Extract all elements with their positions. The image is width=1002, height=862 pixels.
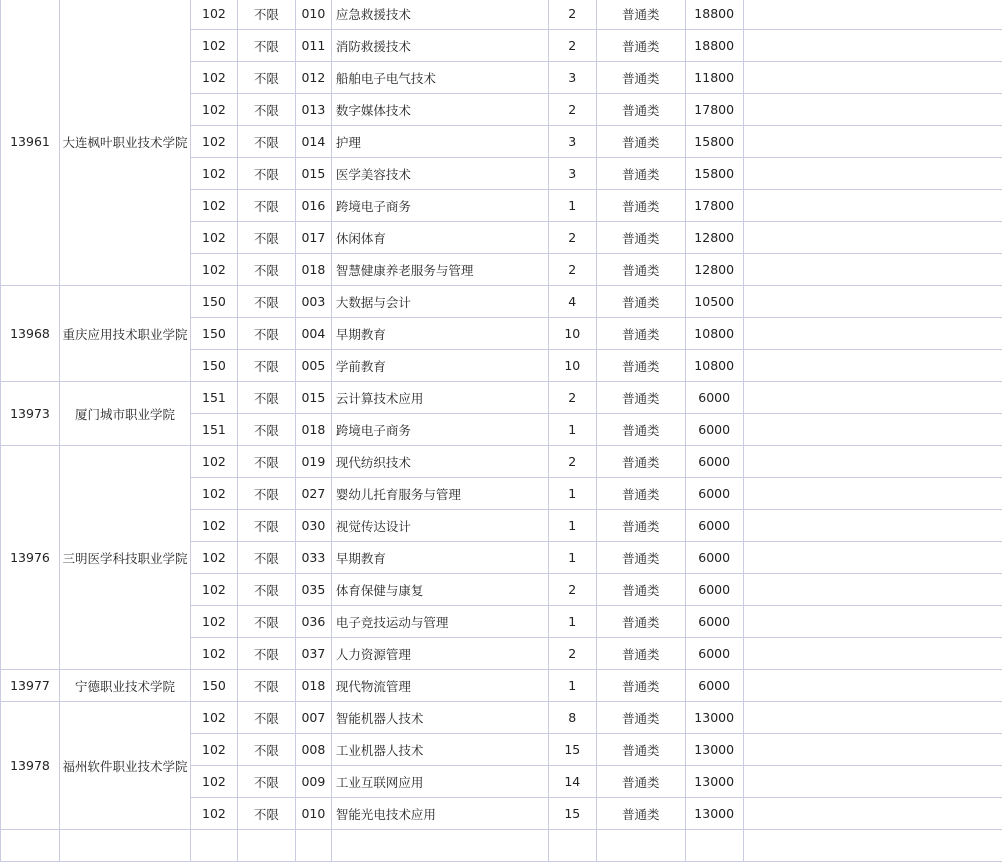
major-code-cell: 005 [295, 350, 331, 382]
tuition-cell: 15800 [685, 126, 743, 158]
group-number-cell: 102 [190, 30, 237, 62]
tuition-cell: 11800 [685, 62, 743, 94]
group-number-cell: 102 [190, 126, 237, 158]
major-code-cell: 036 [295, 606, 331, 638]
plan-count-cell: 3 [548, 158, 596, 190]
tuition-cell: 13000 [685, 798, 743, 830]
empty-cell [743, 254, 1002, 286]
school-name-cell: 重庆应用技术职业学院 [59, 286, 190, 382]
category-cell: 普通类 [596, 542, 685, 574]
plan-count-cell: 15 [548, 798, 596, 830]
subject-requirement-cell: 不限 [237, 0, 295, 30]
tuition-cell: 6000 [685, 574, 743, 606]
major-name-cell: 现代物流管理 [331, 670, 548, 702]
empty-cell [743, 222, 1002, 254]
empty-cell [237, 830, 295, 862]
tuition-cell: 13000 [685, 702, 743, 734]
plan-count-cell: 4 [548, 286, 596, 318]
school-name-cell: 宁德职业技术学院 [59, 670, 190, 702]
category-cell: 普通类 [596, 574, 685, 606]
empty-cell [743, 446, 1002, 478]
empty-cell [743, 318, 1002, 350]
category-cell: 普通类 [596, 478, 685, 510]
subject-requirement-cell: 不限 [237, 286, 295, 318]
empty-cell [743, 286, 1002, 318]
tuition-cell: 18800 [685, 30, 743, 62]
subject-requirement-cell: 不限 [237, 62, 295, 94]
tuition-cell: 13000 [685, 734, 743, 766]
category-cell: 普通类 [596, 734, 685, 766]
major-code-cell: 010 [295, 0, 331, 30]
major-name-cell: 智能光电技术应用 [331, 798, 548, 830]
plan-count-cell: 2 [548, 574, 596, 606]
major-code-cell: 027 [295, 478, 331, 510]
empty-cell [743, 798, 1002, 830]
major-name-cell: 云计算技术应用 [331, 382, 548, 414]
plan-count-cell: 2 [548, 94, 596, 126]
subject-requirement-cell: 不限 [237, 30, 295, 62]
group-number-cell: 150 [190, 318, 237, 350]
tuition-cell: 12800 [685, 254, 743, 286]
major-name-cell: 工业机器人技术 [331, 734, 548, 766]
plan-count-cell: 3 [548, 62, 596, 94]
subject-requirement-cell: 不限 [237, 190, 295, 222]
category-cell: 普通类 [596, 350, 685, 382]
table-row [1, 446, 1002, 478]
major-name-cell: 体育保健与康复 [331, 574, 548, 606]
plan-count-cell: 2 [548, 0, 596, 30]
group-number-cell: 151 [190, 414, 237, 446]
major-name-cell: 电子竞技运动与管理 [331, 606, 548, 638]
major-code-cell: 018 [295, 254, 331, 286]
major-code-cell: 015 [295, 158, 331, 190]
major-code-cell: 008 [295, 734, 331, 766]
major-code-cell: 037 [295, 638, 331, 670]
major-code-cell: 016 [295, 190, 331, 222]
tuition-cell: 10800 [685, 318, 743, 350]
tuition-cell: 6000 [685, 446, 743, 478]
plan-count-cell: 2 [548, 30, 596, 62]
group-number-cell: 150 [190, 670, 237, 702]
table-body [1, 0, 1002, 862]
empty-cell [743, 62, 1002, 94]
major-code-cell: 015 [295, 382, 331, 414]
subject-requirement-cell: 不限 [237, 702, 295, 734]
category-cell: 普通类 [596, 286, 685, 318]
major-name-cell: 学前教育 [331, 350, 548, 382]
school-code-cell: 13976 [1, 446, 60, 670]
tuition-cell: 6000 [685, 606, 743, 638]
category-cell: 普通类 [596, 798, 685, 830]
subject-requirement-cell: 不限 [237, 94, 295, 126]
empty-cell [59, 830, 190, 862]
group-number-cell: 102 [190, 638, 237, 670]
group-number-cell: 102 [190, 222, 237, 254]
category-cell: 普通类 [596, 638, 685, 670]
plan-count-cell: 2 [548, 382, 596, 414]
category-cell: 普通类 [596, 382, 685, 414]
major-code-cell: 014 [295, 126, 331, 158]
tuition-cell: 6000 [685, 670, 743, 702]
empty-cell [743, 510, 1002, 542]
group-number-cell: 102 [190, 94, 237, 126]
tuition-cell: 17800 [685, 94, 743, 126]
major-name-cell: 工业互联网应用 [331, 766, 548, 798]
category-cell: 普通类 [596, 158, 685, 190]
major-name-cell: 跨境电子商务 [331, 414, 548, 446]
group-number-cell: 102 [190, 798, 237, 830]
major-name-cell: 早期教育 [331, 318, 548, 350]
empty-cell [743, 574, 1002, 606]
group-number-cell: 102 [190, 606, 237, 638]
major-code-cell: 011 [295, 30, 331, 62]
empty-cell [743, 414, 1002, 446]
group-number-cell: 102 [190, 542, 237, 574]
major-name-cell: 护理 [331, 126, 548, 158]
tuition-cell: 10500 [685, 286, 743, 318]
subject-requirement-cell: 不限 [237, 382, 295, 414]
subject-requirement-cell: 不限 [237, 606, 295, 638]
plan-count-cell: 1 [548, 190, 596, 222]
major-code-cell: 010 [295, 798, 331, 830]
group-number-cell: 151 [190, 382, 237, 414]
major-name-cell: 休闲体育 [331, 222, 548, 254]
major-code-cell: 035 [295, 574, 331, 606]
empty-cell [331, 830, 548, 862]
subject-requirement-cell: 不限 [237, 126, 295, 158]
major-name-cell: 人力资源管理 [331, 638, 548, 670]
major-name-cell: 数字媒体技术 [331, 94, 548, 126]
plan-count-cell: 1 [548, 478, 596, 510]
major-name-cell: 船舶电子电气技术 [331, 62, 548, 94]
major-code-cell: 019 [295, 446, 331, 478]
major-code-cell: 017 [295, 222, 331, 254]
plan-count-cell: 1 [548, 414, 596, 446]
empty-cell [190, 830, 237, 862]
school-code-cell: 13978 [1, 702, 60, 830]
empty-cell [548, 830, 596, 862]
subject-requirement-cell: 不限 [237, 574, 295, 606]
major-code-cell: 009 [295, 766, 331, 798]
tuition-cell: 6000 [685, 510, 743, 542]
group-number-cell: 102 [190, 190, 237, 222]
empty-cell [743, 638, 1002, 670]
category-cell: 普通类 [596, 446, 685, 478]
major-code-cell: 007 [295, 702, 331, 734]
major-code-cell: 018 [295, 414, 331, 446]
table-row [1, 670, 1002, 702]
major-name-cell: 医学美容技术 [331, 158, 548, 190]
table-row [1, 0, 1002, 30]
tuition-cell: 18800 [685, 0, 743, 30]
empty-cell [743, 190, 1002, 222]
empty-cell [295, 830, 331, 862]
empty-cell [743, 382, 1002, 414]
tuition-cell: 6000 [685, 542, 743, 574]
school-name-cell: 大连枫叶职业技术学院 [59, 0, 190, 286]
group-number-cell: 102 [190, 766, 237, 798]
plan-count-cell: 3 [548, 126, 596, 158]
group-number-cell: 150 [190, 286, 237, 318]
plan-count-cell: 10 [548, 318, 596, 350]
group-number-cell: 102 [190, 574, 237, 606]
major-name-cell: 智慧健康养老服务与管理 [331, 254, 548, 286]
category-cell: 普通类 [596, 190, 685, 222]
tuition-cell: 6000 [685, 414, 743, 446]
plan-count-cell: 2 [548, 254, 596, 286]
group-number-cell: 102 [190, 510, 237, 542]
category-cell: 普通类 [596, 30, 685, 62]
major-name-cell: 早期教育 [331, 542, 548, 574]
school-name-cell: 三明医学科技职业学院 [59, 446, 190, 670]
empty-cell [743, 670, 1002, 702]
major-name-cell: 应急救援技术 [331, 0, 548, 30]
plan-count-cell: 14 [548, 766, 596, 798]
category-cell: 普通类 [596, 766, 685, 798]
subject-requirement-cell: 不限 [237, 510, 295, 542]
subject-requirement-cell: 不限 [237, 542, 295, 574]
category-cell: 普通类 [596, 62, 685, 94]
major-name-cell: 消防救援技术 [331, 30, 548, 62]
empty-cell [743, 126, 1002, 158]
table-row [1, 286, 1002, 318]
category-cell: 普通类 [596, 510, 685, 542]
subject-requirement-cell: 不限 [237, 798, 295, 830]
plan-count-cell: 1 [548, 606, 596, 638]
group-number-cell: 102 [190, 446, 237, 478]
plan-count-cell: 8 [548, 702, 596, 734]
major-code-cell: 003 [295, 286, 331, 318]
plan-count-cell: 2 [548, 446, 596, 478]
plan-count-cell: 2 [548, 222, 596, 254]
plan-count-cell: 1 [548, 542, 596, 574]
plan-count-cell: 2 [548, 638, 596, 670]
subject-requirement-cell: 不限 [237, 254, 295, 286]
major-code-cell: 033 [295, 542, 331, 574]
table-row [1, 702, 1002, 734]
subject-requirement-cell: 不限 [237, 222, 295, 254]
tuition-cell: 17800 [685, 190, 743, 222]
group-number-cell: 102 [190, 478, 237, 510]
subject-requirement-cell: 不限 [237, 318, 295, 350]
plan-count-cell: 10 [548, 350, 596, 382]
subject-requirement-cell: 不限 [237, 638, 295, 670]
empty-cell [743, 830, 1002, 862]
category-cell: 普通类 [596, 606, 685, 638]
empty-cell [743, 766, 1002, 798]
empty-cell [743, 94, 1002, 126]
major-name-cell: 视觉传达设计 [331, 510, 548, 542]
plan-count-cell: 1 [548, 510, 596, 542]
tuition-cell: 6000 [685, 638, 743, 670]
empty-cell [743, 606, 1002, 638]
subject-requirement-cell: 不限 [237, 350, 295, 382]
tuition-cell: 15800 [685, 158, 743, 190]
category-cell: 普通类 [596, 0, 685, 30]
major-code-cell: 004 [295, 318, 331, 350]
tuition-cell: 6000 [685, 382, 743, 414]
major-name-cell: 大数据与会计 [331, 286, 548, 318]
major-name-cell: 现代纺织技术 [331, 446, 548, 478]
major-code-cell: 013 [295, 94, 331, 126]
subject-requirement-cell: 不限 [237, 158, 295, 190]
empty-cell [743, 542, 1002, 574]
empty-cell [743, 350, 1002, 382]
group-number-cell: 102 [190, 254, 237, 286]
major-code-cell: 012 [295, 62, 331, 94]
empty-cell [743, 158, 1002, 190]
subject-requirement-cell: 不限 [237, 670, 295, 702]
subject-requirement-cell: 不限 [237, 414, 295, 446]
plan-count-cell: 15 [548, 734, 596, 766]
category-cell: 普通类 [596, 94, 685, 126]
school-code-cell: 13977 [1, 670, 60, 702]
major-name-cell: 智能机器人技术 [331, 702, 548, 734]
tuition-cell: 13000 [685, 766, 743, 798]
category-cell: 普通类 [596, 414, 685, 446]
empty-cell [743, 0, 1002, 30]
category-cell: 普通类 [596, 670, 685, 702]
plan-count-cell: 1 [548, 670, 596, 702]
category-cell: 普通类 [596, 254, 685, 286]
major-code-cell: 018 [295, 670, 331, 702]
subject-requirement-cell: 不限 [237, 478, 295, 510]
group-number-cell: 102 [190, 734, 237, 766]
empty-cell [743, 734, 1002, 766]
major-name-cell: 跨境电子商务 [331, 190, 548, 222]
school-code-cell: 13973 [1, 382, 60, 446]
empty-cell [1, 830, 60, 862]
group-number-cell: 102 [190, 0, 237, 30]
subject-requirement-cell: 不限 [237, 766, 295, 798]
empty-cell [743, 478, 1002, 510]
category-cell: 普通类 [596, 702, 685, 734]
subject-requirement-cell: 不限 [237, 734, 295, 766]
empty-cell [743, 30, 1002, 62]
subject-requirement-cell: 不限 [237, 446, 295, 478]
table-row [1, 382, 1002, 414]
empty-cell [685, 830, 743, 862]
table-row [1, 830, 1002, 862]
group-number-cell: 150 [190, 350, 237, 382]
empty-cell [596, 830, 685, 862]
tuition-cell: 12800 [685, 222, 743, 254]
major-name-cell: 婴幼儿托育服务与管理 [331, 478, 548, 510]
category-cell: 普通类 [596, 318, 685, 350]
category-cell: 普通类 [596, 222, 685, 254]
school-name-cell: 厦门城市职业学院 [59, 382, 190, 446]
school-code-cell: 13961 [1, 0, 60, 286]
tuition-cell: 6000 [685, 478, 743, 510]
school-code-cell: 13968 [1, 286, 60, 382]
group-number-cell: 102 [190, 158, 237, 190]
group-number-cell: 102 [190, 702, 237, 734]
category-cell: 普通类 [596, 126, 685, 158]
empty-cell [743, 702, 1002, 734]
group-number-cell: 102 [190, 62, 237, 94]
school-name-cell: 福州软件职业技术学院 [59, 702, 190, 830]
tuition-cell: 10800 [685, 350, 743, 382]
major-code-cell: 030 [295, 510, 331, 542]
